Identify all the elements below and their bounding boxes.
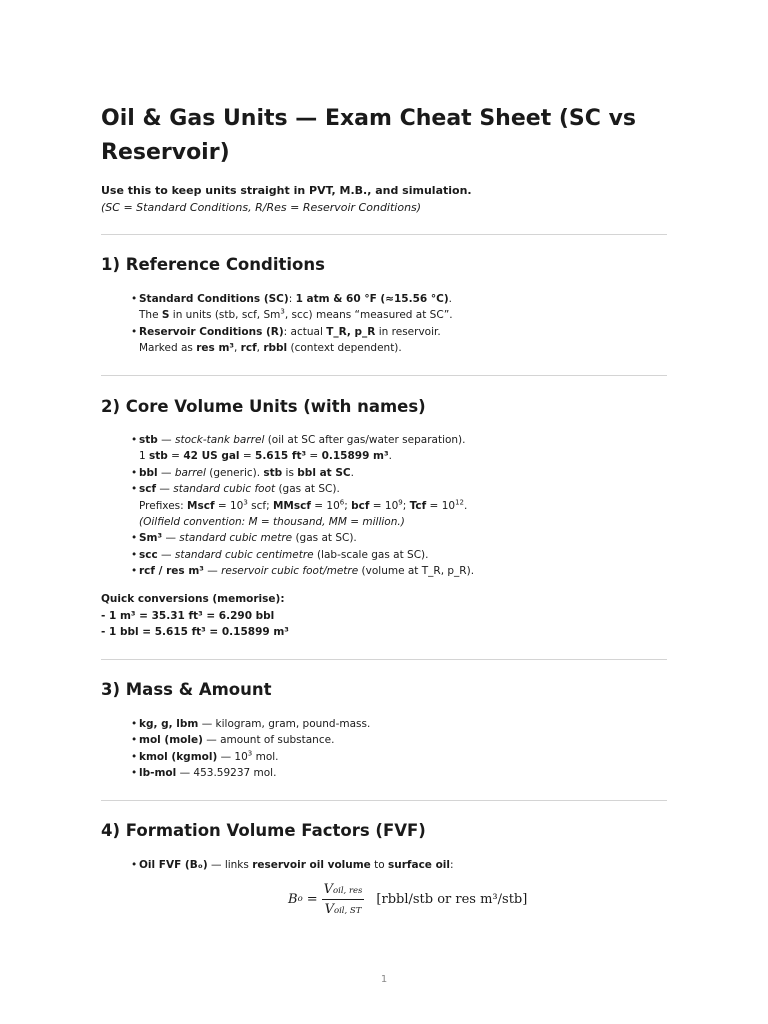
divider [101,375,667,376]
quick-conversion-line: - 1 bbl = 5.615 ft³ = 0.15899 m³ [101,626,289,638]
list-item: • scf — standard cubic foot (gas at SC). Prefixes: Mscf = $10^3$ scf; MMscf = $10^6$; bcf = $10^9$; Tcf = $10^{12}$. (Oilfield convention: M = thousand, MM = million.) [131,481,661,530]
quick-conversions [101,591,289,641]
intro [101,182,472,216]
list-item: • bbl — barrel (generic). stb is bbl at SC. [131,465,661,481]
formula-unit: [rbbl/stb or res m³/stb] [376,891,528,907]
list-item: • lb-mol — 453.59237 mol. [131,765,661,781]
list-item: • scc — standard cubic centimetre (lab-scale gas at SC). [131,547,661,563]
list-item: • Oil FVF (Bₒ) — links reservoir oil volume to surface oil: [131,857,661,873]
list-item: • Standard Conditions (SC): 1 atm & 60 °F (≈15.56 °C). The S in units (stb, scf, Sm$^3$, scc) means “measured at SC”. [131,291,661,324]
page-number: 1 [380,974,388,985]
reference-conditions-list [131,291,661,357]
quick-conversion-line: - 1 m³ = 35.31 ft³ = 6.290 bbl [101,609,275,622]
divider [101,659,667,660]
divider [101,800,667,801]
intro-lead: Use this to keep units straight in PVT, M.B., and simulation. [101,184,472,197]
intro-note: (SC = Standard Conditions, R/Res = Reservoir Conditions) [101,201,422,214]
list-item: • Sm³ — standard cubic metre (gas at SC). [131,530,661,546]
list-item: • kmol (kgmol) — $10^3$ mol. [131,749,661,765]
list-item: • rcf / res m³ — reservoir cubic foot/metre (volume at T_R, p_R). [131,563,661,579]
list-item: • mol (mole) — amount of substance. [131,732,661,748]
section-heading-mass-amount: 3) Mass & Amount [101,680,272,699]
oil-fvf-formula: B o = $\frac{\text{Voil, res}}{\text{Voil, ST}}$ [rbbl/stb or res m³/stb] [288,881,528,917]
list-item: • Reservoir Conditions (R): actual T_R, p_R in reservoir. Marked as res m³, rcf, rbbl (context dependent). [131,324,661,357]
core-volume-units-list [131,432,661,580]
formula-fraction: $\frac{\text{Voil, res}}{\text{Voil, ST}}$ [323,881,363,917]
fvf-list [131,857,661,873]
section-heading-core-volume-units: 2) Core Volume Units (with names) [101,397,426,416]
quick-conversions-title: Quick conversions (memorise): [101,593,285,605]
list-item: • kg, g, lbm — kilogram, gram, pound-mass. [131,716,661,732]
page-title: Oil & Gas Units — Exam Cheat Sheet (SC vs Reservoir) [101,106,637,165]
list-item: • stb — stock-tank barrel (oil at SC after gas/water separation). 1 stb = 42 US gal = 5.615 ft³ = 0.15899 m³. [131,432,661,465]
mass-amount-list [131,716,661,782]
section-heading-formation-volume-factors: 4) Formation Volume Factors (FVF) [101,821,426,840]
section-heading-reference-conditions: 1) Reference Conditions [101,255,325,274]
divider [101,234,667,235]
